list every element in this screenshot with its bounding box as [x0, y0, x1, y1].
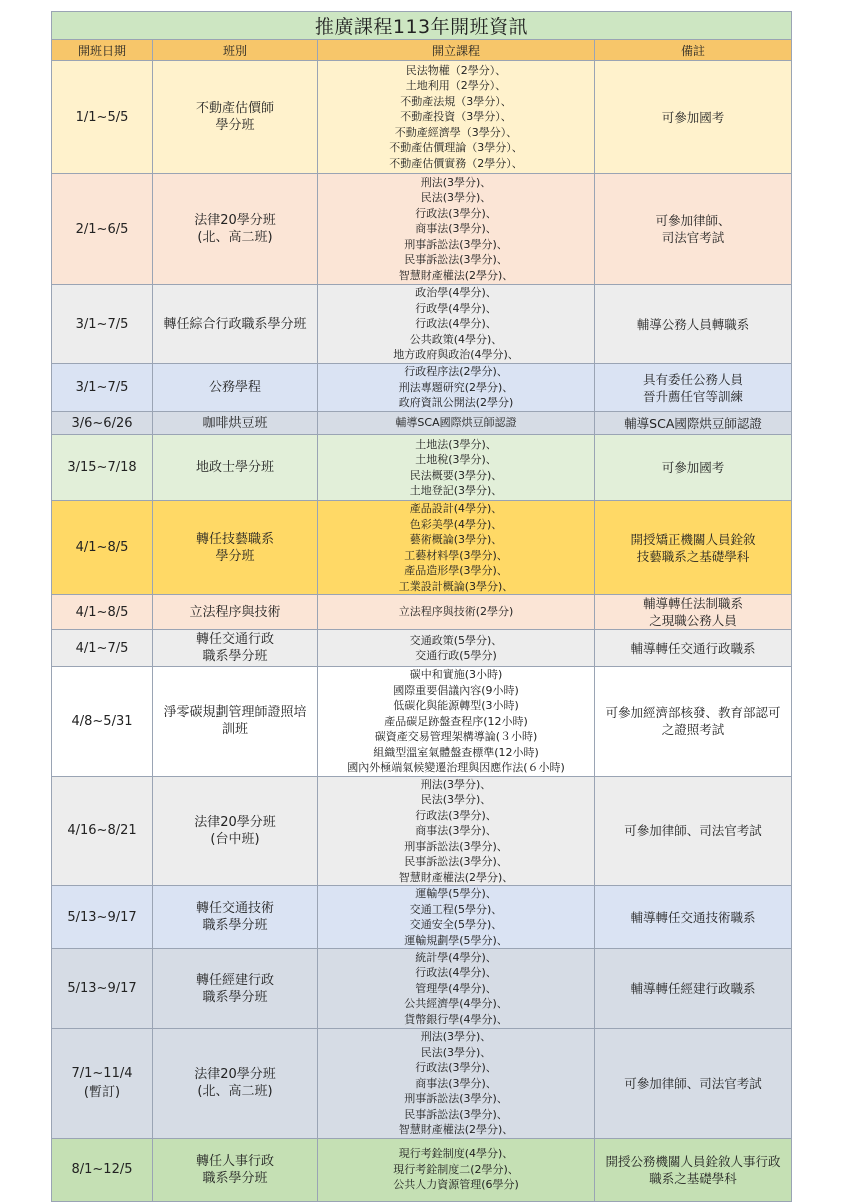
notes-cell	[595, 1138, 792, 1201]
cell-line: 刑事訴訟法(3學分)、	[404, 1092, 508, 1105]
cell-line: 土地登記(3學分)、	[409, 484, 503, 497]
cell-line: 公共人力資源管理(6學分)	[393, 1178, 519, 1192]
date-cell	[52, 630, 153, 667]
class-cell	[153, 364, 318, 412]
cell-line: 立法程序與技術(2學分)	[398, 605, 514, 619]
cell-line: 5/13~9/17	[67, 981, 137, 996]
cell-line: 不動產法規（3學分）、	[400, 94, 512, 108]
cell-line: 技藝職系之基礎學科	[636, 548, 750, 564]
cell-line: 智慧財產權法(2學分)、	[398, 268, 514, 282]
table-row	[52, 364, 792, 412]
cell-line: 咖啡烘豆班	[202, 415, 268, 431]
cell-line: 民事訴訟法(3學分)、	[404, 1107, 508, 1121]
cell-line: 司法官考試	[661, 230, 725, 245]
cell-line: 公共政策(4學分)、	[409, 332, 503, 346]
courses-cell	[318, 501, 595, 595]
cell-line: 訓班	[221, 722, 248, 738]
cell-line: 開授矯正機關人員銓敘	[630, 531, 756, 547]
notes-cell	[595, 435, 792, 501]
courses-cell	[318, 435, 595, 501]
cell-line: 產品碳足跡盤查程序(12小時)	[384, 714, 528, 728]
cell-line: 可參加國考	[661, 109, 725, 125]
cell-line: 法律20學分班	[194, 814, 276, 830]
cell-line: 民事訴訟法(3學分)、	[404, 253, 508, 267]
cell-line: 行政法(3學分)、	[415, 206, 497, 220]
date-cell	[52, 667, 153, 777]
cell-line: 行政法(4學分)、	[415, 317, 497, 331]
courses-cell	[318, 776, 595, 886]
notes-cell	[595, 1029, 792, 1139]
class-cell	[153, 435, 318, 501]
cell-line: 5/13~9/17	[67, 909, 137, 925]
cell-line: 可參加經濟部核發、教育部認可	[605, 705, 781, 721]
cell-line: 職系之基礎學科	[649, 1170, 737, 1186]
table-row	[52, 1138, 792, 1201]
cell-line: 不動產投資（3學分）、	[400, 110, 512, 124]
cell-line: 1/1~5/5	[75, 109, 129, 125]
cell-line: 刑法(3學分)、	[420, 175, 492, 189]
cell-line: 低碳化與能源轉型(3小時)	[393, 699, 519, 712]
notes-cell	[595, 630, 792, 667]
class-cell	[153, 61, 318, 174]
cell-line: 轉任人事行政	[195, 1153, 274, 1169]
cell-line: 貨幣銀行學(4學分)、	[404, 1012, 508, 1026]
cell-line: 晉升薦任官等訓練	[643, 388, 744, 404]
notes-cell	[595, 501, 792, 595]
cell-line: 民法(3學分)、	[420, 1045, 492, 1059]
table-row	[52, 776, 792, 886]
notes-cell	[595, 776, 792, 886]
cell-line: 法律20學分班	[194, 1067, 276, 1083]
table-row	[52, 595, 792, 630]
courses-cell	[318, 364, 595, 412]
courses-cell	[318, 949, 595, 1029]
cell-line: 交通政策(5學分)、	[409, 633, 503, 647]
cell-line: 商事法(3學分)、	[415, 824, 497, 837]
cell-line: 3/6~6/26	[71, 415, 133, 431]
cell-line: 學分班	[215, 548, 255, 564]
cell-line: 行政法(4學分)、	[415, 966, 497, 980]
cell-line: 統計學(4學分)、	[415, 950, 497, 964]
cell-line: 輔導SCA國際烘豆師認證	[624, 415, 762, 431]
date-cell	[52, 949, 153, 1029]
cell-line: 公共經濟學(4學分)、	[404, 997, 508, 1011]
class-cell	[153, 412, 318, 435]
date-cell	[52, 776, 153, 886]
cell-line: 輔導轉任交通行政職系	[630, 640, 756, 656]
cell-line: 交通工程(5學分)、	[409, 902, 503, 916]
courses-cell	[318, 1029, 595, 1139]
cell-line: 職系學分班	[202, 918, 268, 933]
table-row	[52, 435, 792, 501]
cell-line: 可參加國考	[661, 460, 725, 475]
cell-line: 現行考銓制度二(2學分)、	[393, 1162, 519, 1176]
table-title: 推廣課程113年開班資訊	[52, 12, 792, 40]
cell-line: 土地利用（2學分）、	[405, 79, 507, 93]
table-row	[52, 285, 792, 364]
courses-cell	[318, 61, 595, 174]
table-row	[52, 630, 792, 667]
cell-line: 刑事訴訟法(3學分)、	[404, 839, 508, 853]
cell-line: 輔導轉任法制職系	[643, 596, 744, 611]
cell-line: 轉任綜合行政職系學分班	[163, 316, 307, 332]
schedule-table	[51, 11, 792, 1202]
cell-line: 藝術概論(3學分)、	[409, 533, 503, 546]
cell-line: 商事法(3學分)、	[415, 1076, 497, 1090]
cell-line: 政治學(4學分)、	[415, 286, 497, 300]
cell-line: 轉任經建行政	[195, 972, 274, 988]
cell-line: 轉任交通行政	[195, 632, 274, 647]
cell-line: 行政法(3學分)、	[415, 1061, 497, 1074]
cell-line: 管理學(4學分)、	[415, 981, 497, 995]
cell-line: 3/1~7/5	[75, 316, 129, 332]
notes-cell	[595, 412, 792, 435]
cell-line: 輔導公務人員轉職系	[636, 316, 750, 332]
notes-cell	[595, 886, 792, 949]
table-row	[52, 886, 792, 949]
cell-line: 民法(3學分)、	[420, 793, 492, 806]
cell-line: 8/1~12/5	[71, 1162, 133, 1177]
cell-line: 2/1~6/5	[75, 221, 129, 237]
class-cell	[153, 776, 318, 886]
courses-cell	[318, 285, 595, 364]
cell-line: 現行考銓制度(4學分)、	[398, 1147, 514, 1161]
cell-line: 地政士學分班	[195, 460, 274, 475]
cell-line: 商事法(3學分)、	[415, 222, 497, 236]
date-cell	[52, 1138, 153, 1201]
cell-line: 4/16~8/21	[67, 823, 137, 839]
cell-line: 不動產經濟學（3學分）、	[394, 125, 518, 139]
cell-line: 民法概要(3學分)、	[409, 468, 503, 482]
cell-line: 行政學(4學分)、	[415, 301, 497, 315]
header-courses: 開立課程	[318, 40, 595, 61]
cell-line: 民法物權（2學分）、	[405, 63, 507, 77]
cell-line: 交通行政(5學分)	[415, 649, 497, 662]
cell-line: 職系學分班	[202, 1170, 268, 1186]
cell-line: 4/1~8/5	[75, 604, 129, 620]
cell-line: (北、高二班)	[197, 1084, 273, 1100]
cell-line: 運輸規劃學(5學分)、	[404, 933, 508, 947]
cell-line: 民事訴訟法(3學分)、	[404, 855, 508, 868]
cell-line: 7/1~11/4	[71, 1066, 133, 1082]
header-class: 班別	[153, 40, 318, 61]
cell-line: 產品造形學(3學分)、	[404, 564, 508, 577]
cell-line: 學分班	[215, 118, 255, 133]
cell-line: 可參加律師、司法官考試	[624, 823, 762, 839]
cell-line: 之現職公務人員	[649, 613, 737, 628]
cell-line: 輔導轉任交通技術職系	[630, 909, 756, 925]
class-cell	[153, 667, 318, 777]
cell-line: 具有委任公務人員	[643, 371, 744, 387]
table-row	[52, 501, 792, 595]
cell-line: 國內外極端氣候變遷治理與因應作法(６小時)	[347, 761, 565, 774]
class-cell	[153, 1029, 318, 1139]
cell-line: 立法程序與技術	[189, 604, 281, 620]
cell-line: 職系學分班	[202, 649, 268, 664]
cell-line: 不動產估價實務（2學分）、	[389, 156, 523, 170]
cell-line: 色彩美學(4學分)、	[409, 517, 503, 531]
class-cell	[153, 174, 318, 285]
cell-line: 智慧財產權法(2學分)、	[398, 1123, 514, 1136]
cell-line: 職系學分班	[202, 989, 268, 1005]
cell-line: 可參加律師、	[655, 213, 731, 228]
cell-line: 輔導SCA國際烘豆師認證	[395, 416, 517, 430]
courses-cell	[318, 886, 595, 949]
cell-line: 3/1~7/5	[75, 380, 129, 395]
date-cell	[52, 412, 153, 435]
cell-line: 4/1~7/5	[75, 640, 129, 656]
cell-line: 交通安全(5學分)、	[409, 918, 503, 931]
cell-line: 國際重要倡議內容(9小時)	[393, 683, 519, 697]
cell-line: 轉任技藝職系	[195, 531, 274, 547]
cell-line: 行政法(3學分)、	[415, 808, 497, 822]
cell-line: 地方政府與政治(4學分)、	[393, 348, 519, 362]
class-cell	[153, 285, 318, 364]
class-cell	[153, 1138, 318, 1201]
cell-line: 轉任交通技術	[195, 901, 274, 916]
date-cell	[52, 886, 153, 949]
date-cell	[52, 1029, 153, 1139]
cell-line: (台中班)	[210, 831, 260, 847]
date-cell	[52, 435, 153, 501]
notes-cell	[595, 364, 792, 412]
courses-cell	[318, 667, 595, 777]
cell-line: 產品設計(4學分)、	[409, 502, 503, 515]
table-row	[52, 667, 792, 777]
class-cell	[153, 949, 318, 1029]
courses-cell	[318, 595, 595, 630]
notes-cell	[595, 174, 792, 285]
cell-line: 4/1~8/5	[75, 540, 129, 555]
cell-line: 土地法(3學分)、	[415, 437, 497, 451]
cell-line: 智慧財產權法(2學分)、	[398, 870, 514, 884]
notes-cell	[595, 667, 792, 777]
cell-line: 淨零碳規劃管理師證照培	[163, 705, 307, 721]
cell-line: 工業設計概論(3學分)、	[398, 579, 514, 593]
courses-cell	[318, 630, 595, 667]
cell-line: 運輸學(5學分)、	[415, 887, 497, 900]
cell-line: 碳中和實施(3小時)	[409, 668, 503, 681]
class-cell	[153, 886, 318, 949]
cell-line: 刑法(3學分)、	[420, 777, 492, 791]
date-cell	[52, 174, 153, 285]
class-cell	[153, 630, 318, 667]
cell-line: 不動產估價理論（3學分）、	[389, 141, 523, 155]
notes-cell	[595, 595, 792, 630]
cell-line: 政府資訊公開法(2學分)	[398, 396, 514, 410]
header-date: 開班日期	[52, 40, 153, 61]
cell-line: 不動產估價師	[195, 101, 274, 116]
cell-line: 開授公務機關人員銓敘人事行政	[605, 1153, 781, 1169]
cell-line: 公務學程	[208, 380, 261, 395]
cell-line: 3/15~7/18	[67, 460, 137, 475]
date-cell	[52, 364, 153, 412]
cell-line: 之證照考試	[661, 722, 725, 738]
date-cell	[52, 501, 153, 595]
cell-line: 土地稅(3學分)、	[415, 453, 497, 466]
table-row	[52, 412, 792, 435]
class-cell	[153, 595, 318, 630]
cell-line: 工藝材料學(3學分)、	[404, 548, 508, 562]
cell-line: 可參加律師、司法官考試	[624, 1075, 762, 1091]
header-row	[52, 40, 792, 61]
date-cell	[52, 285, 153, 364]
cell-line: 碳資產交易管理架構導論(３小時)	[374, 730, 538, 743]
cell-line: (暫訂)	[83, 1085, 121, 1101]
table-row	[52, 174, 792, 285]
table-row	[52, 949, 792, 1029]
date-cell	[52, 595, 153, 630]
cell-line: 刑事訴訟法(3學分)、	[404, 237, 508, 251]
table-row	[52, 1029, 792, 1139]
courses-cell	[318, 412, 595, 435]
cell-line: 組織型溫室氣體盤查標準(12小時)	[373, 745, 539, 759]
courses-cell	[318, 1138, 595, 1201]
cell-line: 民法(3學分)、	[420, 191, 492, 205]
notes-cell	[595, 949, 792, 1029]
class-cell	[153, 501, 318, 595]
courses-cell	[318, 174, 595, 285]
notes-cell	[595, 285, 792, 364]
cell-line: 刑法專題研究(2學分)、	[398, 380, 514, 394]
cell-line: 刑法(3學分)、	[420, 1030, 492, 1043]
cell-line: 4/8~5/31	[71, 713, 133, 729]
table-row	[52, 61, 792, 174]
date-cell	[52, 61, 153, 174]
header-notes: 備註	[595, 40, 792, 61]
cell-line: 法律20學分班	[194, 213, 276, 228]
cell-line: (北、高二班)	[197, 230, 273, 245]
cell-line: 行政程序法(2學分)、	[404, 365, 508, 379]
cell-line: 輔導轉任經建行政職系	[630, 981, 756, 996]
notes-cell	[595, 61, 792, 174]
